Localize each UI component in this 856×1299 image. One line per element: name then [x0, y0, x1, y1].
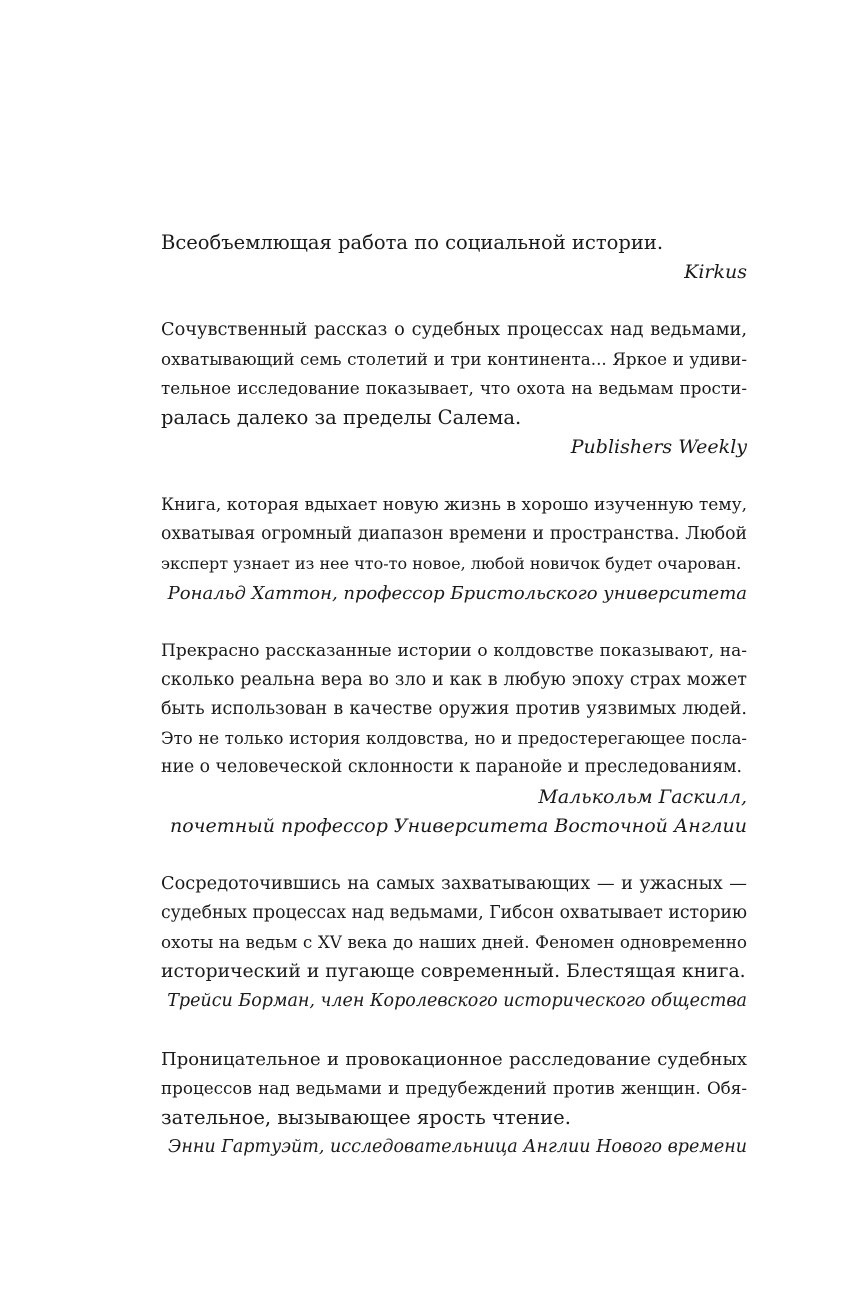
- review-text-line: исторический и пугающе современный. Блестящая книга.: [161, 961, 746, 982]
- review-attribution: почетный профессор Университета Восточной Англии: [170, 815, 747, 837]
- review-text-line: быть использован в качестве оружия против уязвимых людей.: [161, 699, 747, 719]
- reviews-page: [161, 228, 747, 1162]
- review-4: [161, 637, 747, 841]
- review-text-line: судебных процессах над ведьмами, Гибсон охватывает историю: [161, 903, 747, 923]
- review-text-line: охватывающий семь столетий и три континента... Яркое и удиви-: [161, 349, 747, 369]
- review-1: [161, 228, 747, 287]
- review-text-line: тельное исследование показывает, что охота на ведьмам прости-: [161, 378, 747, 398]
- review-text-line: ралась далеко за пределы Салема.: [161, 406, 522, 429]
- review-text-line: Это не только история колдовства, но и предостерегающее посла-: [161, 729, 747, 748]
- review-text-line: Прекрасно рассказанные истории о колдовстве показывают, на-: [161, 641, 747, 661]
- review-text-line: Сочувственный рассказ о судебных процессах над ведьмами,: [161, 320, 747, 340]
- review-text-line: Всеобъемлющая работа по социальной истории.: [161, 231, 664, 254]
- review-text-line: Книга, которая вдыхает новую жизнь в хорошо изученную тему,: [161, 495, 747, 515]
- review-text-line: сколько реальна вера во зло и как в любую эпоху страх может: [161, 670, 747, 690]
- review-2: [161, 316, 747, 462]
- review-6: [161, 1045, 747, 1162]
- review-text-line: процессов над ведьмами и предубеждений против женщин. Обя-: [161, 1078, 747, 1098]
- review-text-line: эксперт узнает из нее что-то новое, любой новичок будет очарован.: [161, 554, 742, 573]
- review-text-line: Сосредоточившись на самых захватывающих — и ужасных —: [161, 874, 747, 894]
- review-attribution: Рональд Хаттон, профессор Бристольского университета: [167, 583, 747, 604]
- review-3: [161, 491, 747, 608]
- review-attribution: Энни Гартуэйт, исследовательница Англии Нового времени: [167, 1137, 747, 1157]
- review-text-line: охоты на ведьм с XV века до наших дней. Феномен одновременно: [161, 932, 747, 952]
- review-text-line: зательное, вызывающее ярость чтение.: [161, 1106, 571, 1129]
- review-attribution: Малькольм Гаскилл,: [538, 786, 747, 808]
- review-attribution: Kirkus: [684, 261, 747, 283]
- review-text-line: охватывая огромный диапазон времени и пространства. Любой: [161, 524, 747, 544]
- review-attribution: Publishers Weekly: [570, 436, 747, 458]
- review-attribution: Трейси Борман, член Королевского исторического общества: [167, 991, 747, 1011]
- review-text-line: ние о человеческой склонности к паранойе и преследованиям.: [161, 757, 742, 777]
- review-5: [161, 870, 747, 1016]
- review-text-line: Проницательное и провокационное расследование судебных: [161, 1049, 747, 1070]
